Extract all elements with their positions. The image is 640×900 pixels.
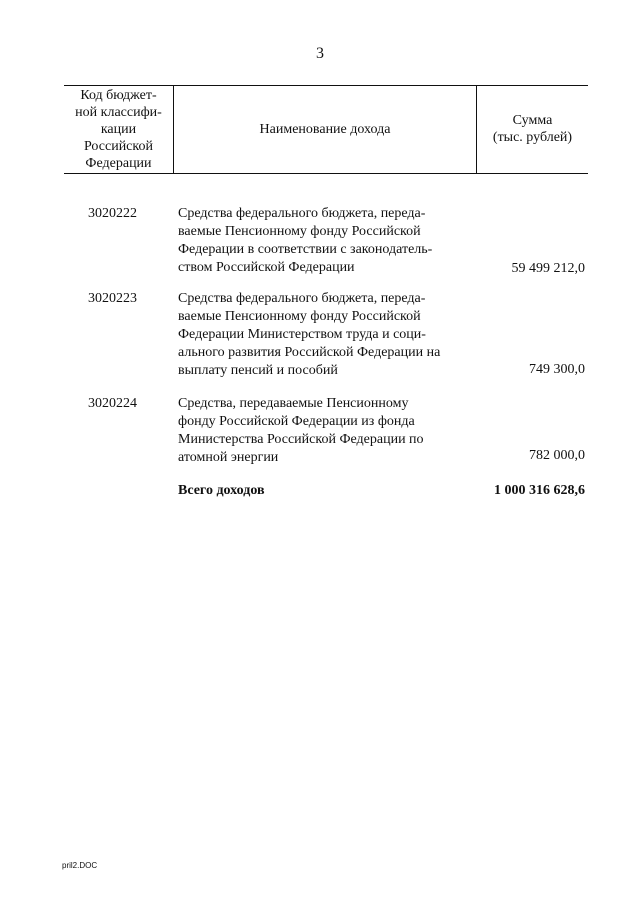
table-header-bottom-rule: [64, 173, 588, 174]
total-label: Всего доходов: [178, 483, 265, 498]
header-code-column: [64, 85, 173, 173]
row-name: Средства, передаваемые Пенсионному фонду Российской Федерации из фонда Министерства Российской Федерации по атомной энергии: [178, 396, 424, 465]
row-amount: 59 499 212,0: [511, 261, 585, 276]
header-name-column: [174, 85, 476, 173]
row-name: Средства федерального бюджета, переда- ваемые Пенсионному фонду Российской Федерации Министерством труда и соци- ального развития Российской Федерации на выплату пенсий и пособий: [178, 291, 441, 378]
header-amount-column: [477, 85, 588, 173]
row-code: 3020224: [88, 396, 137, 411]
header-name-label: Наименование дохода: [259, 121, 391, 137]
footer-filename: pril2.DOC: [62, 861, 98, 870]
row-code: 3020222: [88, 206, 137, 221]
header-amount-label: Сумма (тыс. рублей): [492, 113, 573, 145]
page-number: 3: [316, 45, 324, 62]
row-name: Средства федерального бюджета, переда- ваемые Пенсионному фонду Российской Федерации в соответствии с законодатель- ством Российской Федерации: [178, 206, 433, 275]
row-amount: 749 300,0: [529, 362, 585, 377]
row-amount: 782 000,0: [529, 448, 585, 463]
total-amount: 1 000 316 628,6: [494, 483, 585, 498]
header-code-label: Код бюджет- ной классифи- кации Российской Федерации: [75, 87, 162, 171]
row-code: 3020223: [88, 291, 137, 306]
